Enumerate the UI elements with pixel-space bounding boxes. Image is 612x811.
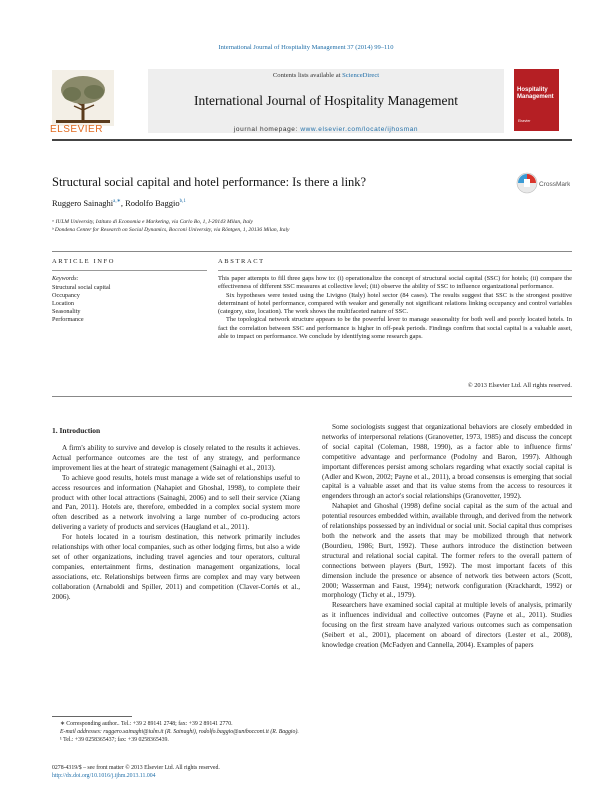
footnote-telephone: ¹ Tel.: +39 0258365437; fax: +39 0258365439. [60,737,169,743]
author-separator: , [120,198,126,208]
journal-banner [148,69,504,133]
doi-link[interactable]: http://dx.doi.org/10.1016/j.ijhm.2013.11.004 [52,773,156,780]
abstract-paragraph: This paper attempts to fill three gaps how to: (i) operationalize the concept of structural social capital (SSC) for hotels; (ii) compare the effectiveness of different SSC measures at collective level; (iii) observe the ability of SSC to influence organizational performance. [218,275,572,291]
contents-line [148,72,504,79]
abstract-paragraph: Six hypotheses were tested using the Livigno (Italy) hotel sector (84 cases). The results suggest that SSC is the strongest positive determinant of hotel performance, compared with weaker and generally not significant relations linking occupancy and control variables (category, size, location). The work shows the multifaceted nature of SSC. [218,291,572,316]
issn-line: 0278-4319/$ – see front matter © 2013 Elsevier Ltd. All rights reserved. [52,765,220,771]
affiliation-b: ᵇ Dondena Center for Research on Social Dynamics, Bocconi University, via Röntgen, 1, 20136 Milan, Italy [52,227,290,233]
elsevier-tree-logo [52,70,114,126]
footnote-rule [52,716,132,717]
sciencedirect-link[interactable]: ScienceDirect [342,72,380,79]
paper-title: Structural social capital and hotel performance: Is there a link? [52,175,367,189]
journal-cover-thumbnail [514,69,559,131]
publication-meta [52,764,302,781]
crossmark-icon[interactable] [516,172,570,194]
author-name: Rodolfo Baggio [125,198,180,208]
body-paragraph: For hotels located in a tourism destination, this network primarily includes relationships with other local companies, such as other lodging firms, but also a wide set of other organizations, including travel agencies and tour operators, cultural companies, entertainment firms, destination management organizations, local associations, etc. Relationships between firms are complex and may vary between collaboration (Arnaboldi and Spiller, 2011) and competition (Claver-Cortés et al., 2006). [52,533,300,601]
body-paragraph: To achieve good results, hotels must manage a wide set of relationships useful to access resources and information (Nahapiet and Ghoshal, 1998), to complete their product with other local attractions (Sainaghi, 2006) and to sell their service (Xiang and Pan, 2011). Hotels are, therefore, embedded in a complex social system more often described as a network involving a large number of co-producing actors delivering a variety of products and services (Haugland et al., 2011). [52,473,300,532]
journal-reference[interactable]: International Journal of Hospitality Management 37 (2014) 99–110 [218,44,394,51]
abstract-body [218,275,572,341]
affiliation-a: ᵃ IULM University, Istituto di Economia e Marketing, via Carlo Bo, 1, I-20143 Milan, Italy [52,219,253,225]
crossmark-label: CrossMark [539,181,570,188]
abstract-paragraph: The topological network structure appears to be the powerful lever to manage seasonality for both well and poorly located hotels. In fact the correlation between SSC and performance is higher in off-peak periods. Findings confirm that social capital is a valuable asset, able to impact on performance. We conclude by identifying some research gaps. [218,316,572,341]
footnotes [52,720,302,744]
cover-publisher: Elsevier [518,119,531,123]
section-rule [52,251,572,252]
cover-title: Hospitality Management [517,87,554,100]
body-column-right [322,423,572,651]
keyword-item: Structural social capital [52,284,111,291]
section-heading-introduction: 1. Introduction [52,426,101,435]
header-rule [52,139,572,141]
author-name: Ruggero Sainaghi [52,198,114,208]
body-paragraph: Nahapiet and Ghoshal (1998) define social capital as the sum of the actual and potential resources embedded within, available through, and derived from the network of relationships possessed by an individual or social unit. Social capital thus comprises both the network and the assets that may be mobilized through that network (Bourdieu, 1986; Burt, 1992). These authors introduce the distinction between structural and relational social capital. The former refers to the overall pattern of connections between players (Burt, 1992). The most important facets of this dimension include the presence or absence of network ties between actors (Scott, 2000; Wasserman and Faust, 1994); network configuration (Krackhardt, 1992) or morphology (Tichy et al., 1979). [322,502,572,600]
keyword-item: Seasonality [52,308,81,315]
footnote-corresponding: ∗ Corresponding author.. Tel.: +39 2 89141 2748; fax: +39 2 89141 2770. [60,721,233,727]
abstract-rule [218,270,572,271]
homepage-link[interactable]: www.elsevier.com/locate/ijhosman [300,126,419,133]
copyright-notice: © 2013 Elsevier Ltd. All rights reserved. [467,382,572,389]
keywords-list [52,284,110,324]
keyword-item: Performance [52,316,84,323]
author-affiliation-marker[interactable]: a,∗ [113,199,121,205]
article-info-heading: ARTICLE INFO [52,258,116,265]
body-paragraph: Researchers have examined social capital at multiple levels of analysis, primarily as it influences individual and collective outcomes (Payne et al., 2011). Studies focusing on the first stream have analyzed various outcomes such as compensation (Seibert et al., 2001), placement on aboard of directors (Lester et al., 2008), knowledge creation (McFadyen and Cannella, 2004). Examples of papers [322,601,572,649]
info-rule [52,270,207,271]
keywords-label: Keywords: [52,275,79,282]
author-line [52,198,186,208]
abstract-end-rule [52,396,572,397]
body-column-left [52,444,300,603]
journal-title: International Journal of Hospitality Management [194,93,458,108]
author-affiliation-marker[interactable]: b,1 [179,199,186,205]
body-paragraph: Some sociologists suggest that organizational behaviors are closely embedded in networks of interpersonal relations (Granovetter, 1973, 1985) and discuss the concept of social capital (Coleman, 1988, 1990), as a factor able to influence firms' competitive advantage and performance (Podolny and Baron, 1997). Although important differences persist among scholars regarding what exactly social capital is (Adler and Kwon, 2002; Payne et al., 2011), a broad consensus is emerging that social capital is a valuable asset and that its value stems from the access to resources it engenders through an actor's social relationships (Granovetter, 1992). [322,423,572,501]
body-paragraph: A firm's ability to survive and develop is closely related to the results it achieves. Actual performance outcomes are the test of any strategy, and performance improvement lies at the heart of strategic management (Sainaghi et al., 2013). [52,444,300,472]
footnote-email[interactable]: E-mail addresses: ruggero.sainaghi@iulm.it (R. Sainaghi), rodolfo.baggio@unibocconi.it (R. Baggio). [60,729,299,735]
journal-homepage [148,126,504,133]
elsevier-wordmark: ELSEVIER [50,124,103,135]
keyword-item: Occupancy [52,292,80,299]
homepage-label: journal homepage: [233,126,301,133]
keyword-item: Location [52,300,74,307]
abstract-heading: ABSTRACT [218,258,265,265]
contents-prefix: Contents lists available at [272,72,343,79]
